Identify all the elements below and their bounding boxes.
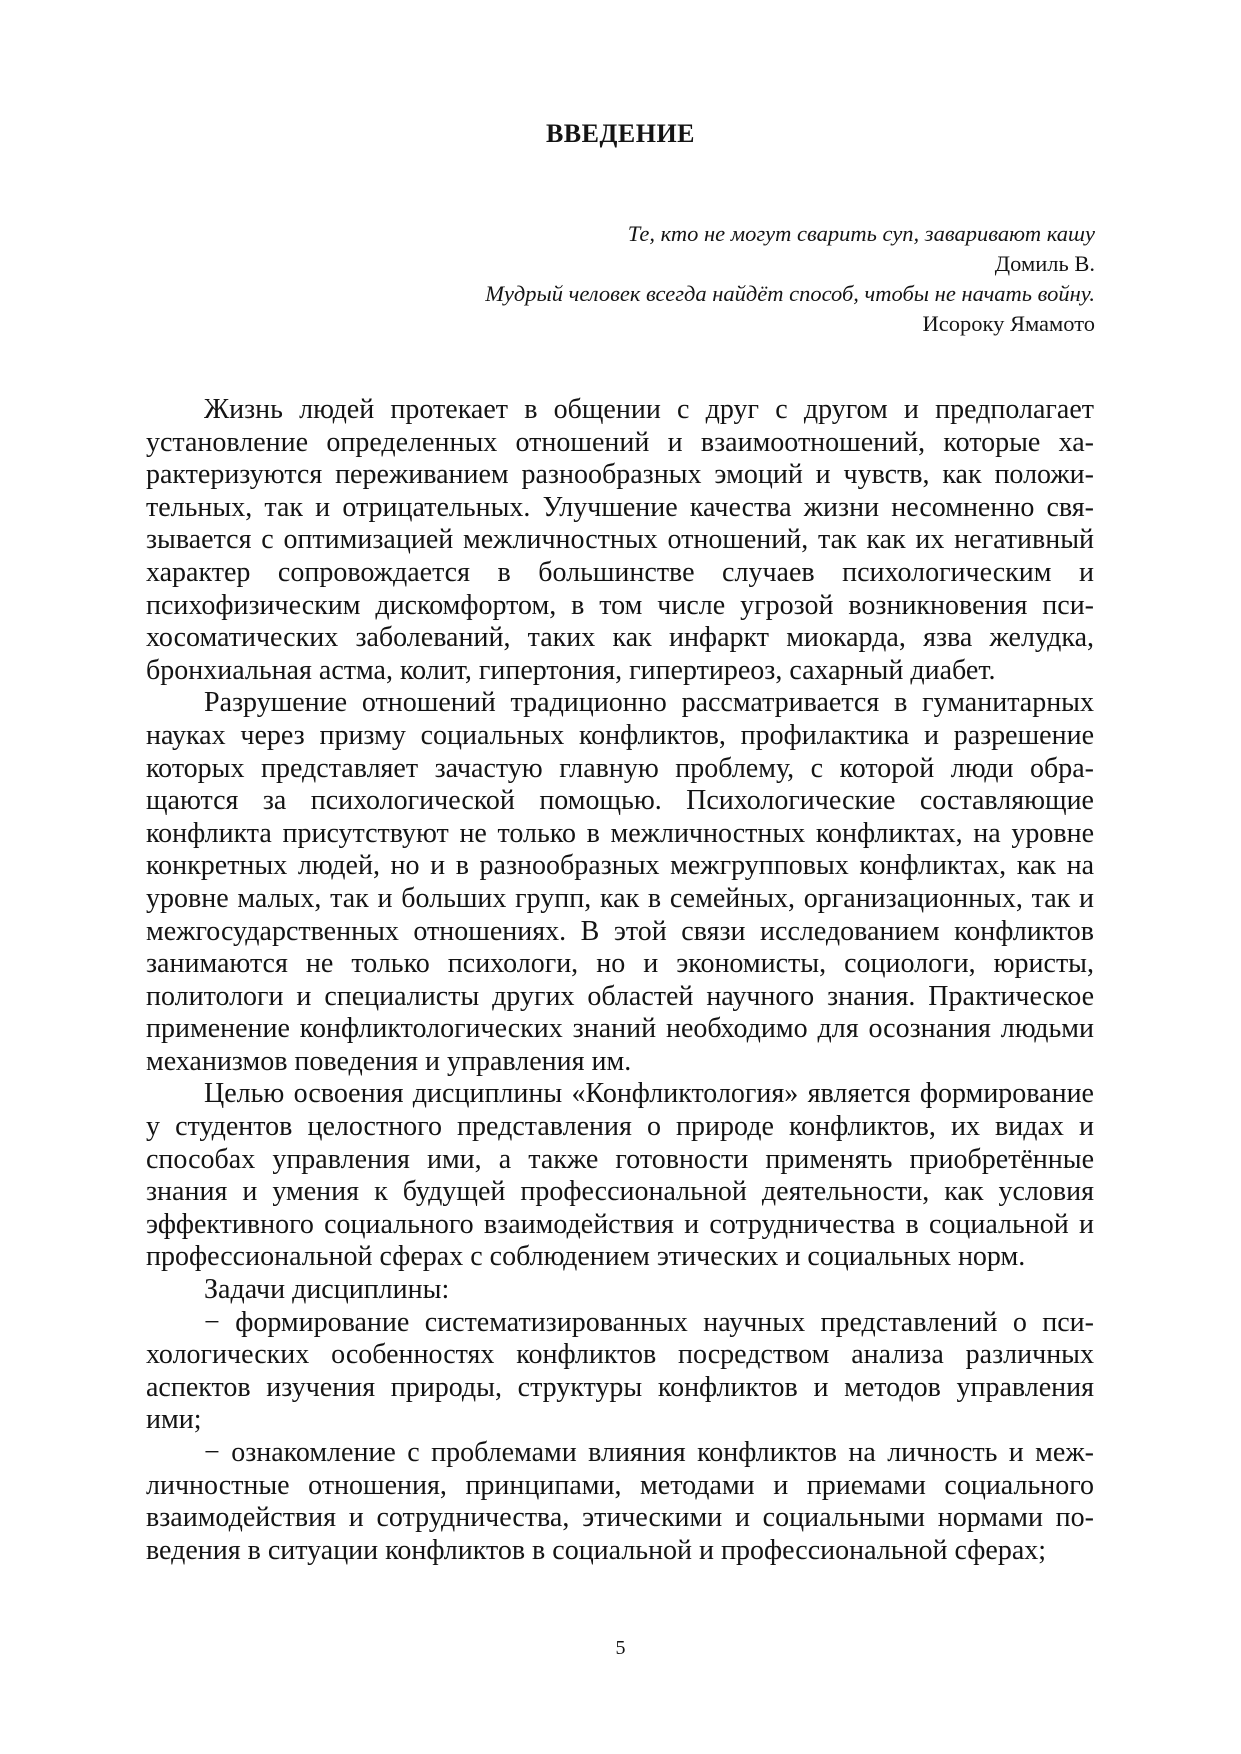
paragraph: Разрушение отношений традиционно рассматривается в гуманитарных науках через призму социальных конфликтов, профилактика и разрешение которых представляет зачастую главную проблему, с которой люди обращаются за психологической помощью. Психологические составляющие конфликта присутствуют не только в межличностных конфликтах, на уровне конкретных людей, но и в разнообразных межгрупповых конфликтах, как на уровне малых, так и больших групп, как в семейных, организационных, так и межгосударственных отношениях. В этой связи исследованием конфликтов занимаются не только психологи, но и экономисты, социологи, юристы, политологи и специалисты других областей научного знания. Практическое применение конфликтологических знаний необходимо для осознания людьми механизмов поведения и управления им. <box>146 687 1094 1077</box>
paragraph: Задачи дисциплины: <box>204 1274 450 1306</box>
paragraph: Жизнь людей протекает в общении с друг с другом и предполагает установление определенных отношений и взаимоотношений, которые характеризуются переживанием разнообразных эмоций и чувств, как положительных, так и отрицательных. Улучшение качества жизни несомненно связывается с оптимизацией межличностных отношений, так как их негативный характер сопровождается в большинстве случаев психологическим и психофизическим дискомфортом, в том числе угрозой возникновения психосоматических заболеваний, таких как инфаркт миокарда, язва желудка, бронхиальная астма, колит, гипертония, гипертиреоз, сахарный диабет. <box>146 394 1094 686</box>
page-title: ВВЕДЕНИЕ <box>545 119 696 148</box>
epigraph-block <box>195 219 1095 339</box>
epigraph-quote: Мудрый человек всегда найдёт способ, чтобы не начать войну. <box>485 281 1095 306</box>
epigraph-author: Домиль В. <box>994 251 1095 276</box>
paragraph: Целью освоения дисциплины «Конфликтология» является формирование у студентов целостного представления о природе конфликтов, их видах и способах управления ими, а также готовности применять приобретённые знания и умения к будущей профессиональной деятельности, как условия эффективного социального взаимодействия и сотрудничества в социальной и профессиональной сферах с соблюдением этических и социальных норм. <box>146 1078 1094 1273</box>
epigraph-author: Исороку Ямамото <box>922 311 1095 336</box>
page-number: 5 <box>615 1637 626 1659</box>
epigraph-quote: Те, кто не могут сварить суп, заваривают кашу <box>627 221 1095 246</box>
list-item: − формирование систематизированных научных представлений о психологических особенностях конфликтов посредством анализа различных аспектов изучения природы, структуры конфликтов и методов управления ими; <box>146 1306 1094 1436</box>
body-text <box>146 394 1094 1567</box>
list-item: − ознакомление с проблемами влияния конфликтов на личность и межличностные отношения, принципами, методами и приемами социального взаимодействия и сотрудничества, этическими и социальными нормами поведения в ситуации конфликтов в социальной и профессиональной сферах; <box>146 1437 1094 1566</box>
